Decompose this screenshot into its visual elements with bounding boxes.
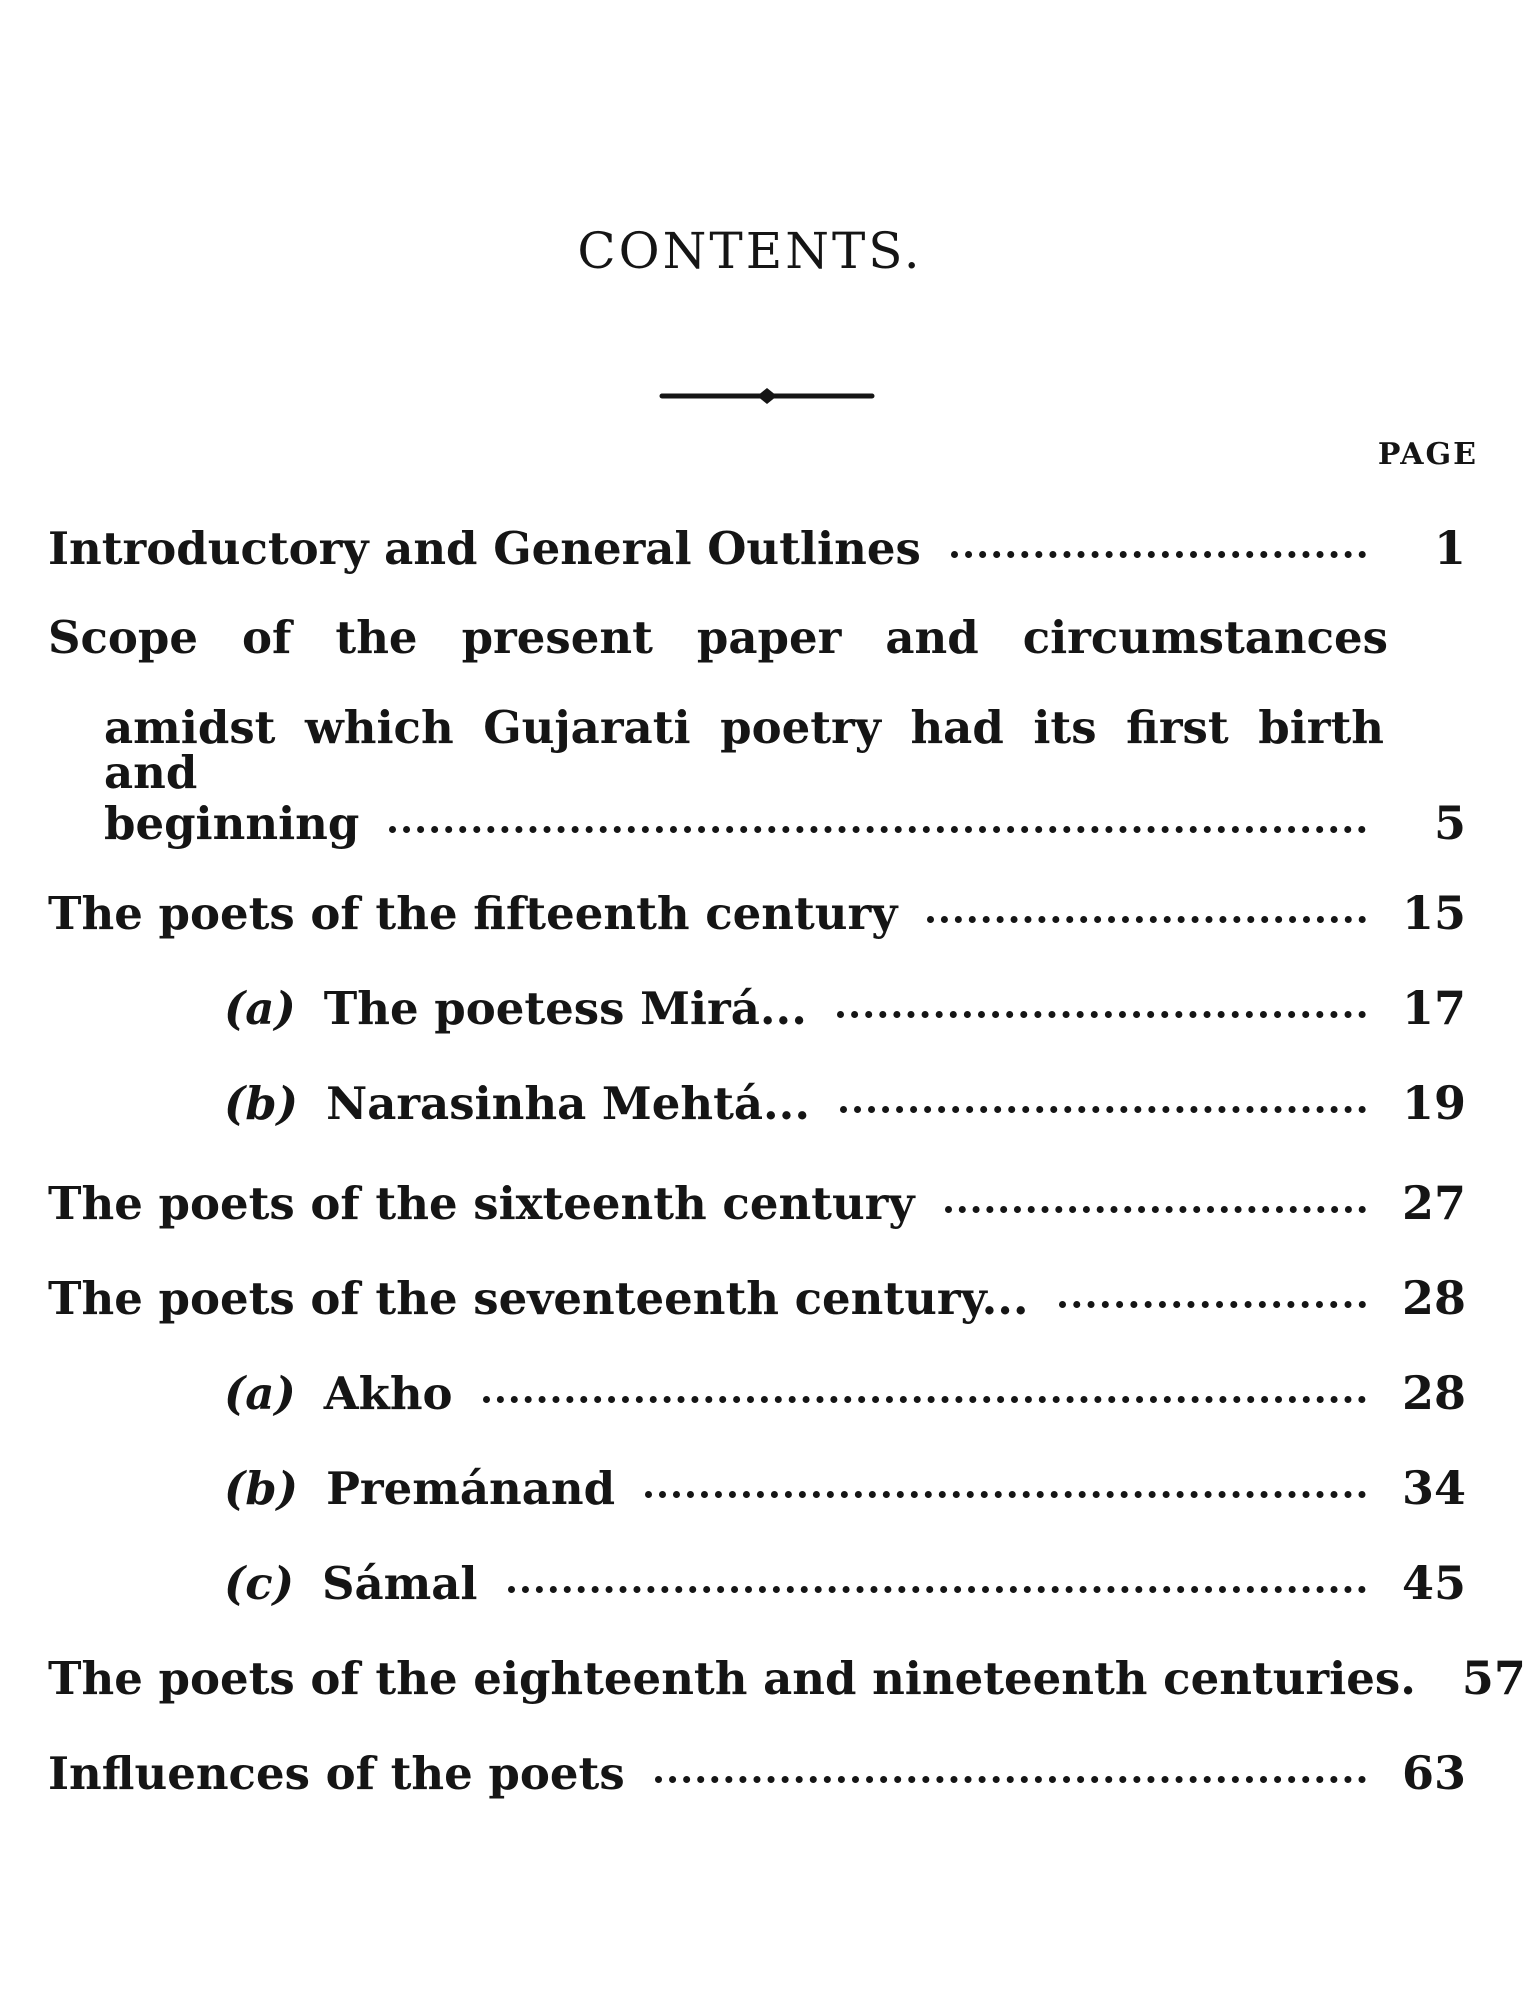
toc-entry	[48, 1651, 1526, 1705]
dot-leader	[840, 1106, 1366, 1113]
dot-leader	[389, 826, 1366, 833]
toc-entry	[48, 1176, 1466, 1230]
dot-leader	[951, 551, 1366, 558]
toc-entry-label: beginning	[104, 797, 360, 850]
dot-leader	[645, 1491, 1366, 1498]
toc-entry-label: Premánand	[326, 1462, 616, 1515]
toc-entry-label: Narasinha Mehtá...	[326, 1077, 811, 1130]
page-column-label: PAGE	[1377, 437, 1478, 472]
toc-entry-continuation	[104, 701, 1466, 799]
dot-leader	[655, 1776, 1366, 1783]
toc-page-number: 1	[1433, 521, 1466, 575]
toc-entry-label: The poets of the fifteenth century	[48, 887, 898, 940]
toc-subentry	[224, 1556, 1466, 1610]
subentry-marker: (b)	[224, 1462, 299, 1515]
toc-page-number: 27	[1401, 1176, 1466, 1230]
toc-entry-label: The poets of the eighteenth and nineteenth centuries.	[48, 1652, 1416, 1705]
toc-entry-label: The poets of the seventeenth century...	[48, 1272, 1029, 1325]
toc-page-number: 17	[1401, 981, 1466, 1035]
toc-page-number: 34	[1401, 1461, 1466, 1515]
toc-page-number: 19	[1401, 1076, 1466, 1130]
toc-entry-line: Scope of the present paper and circumstances	[48, 611, 1388, 664]
dot-leader	[945, 1206, 1366, 1213]
subentry-marker: (a)	[224, 1367, 296, 1420]
dot-leader	[927, 916, 1366, 923]
toc-subentry	[224, 1366, 1466, 1420]
toc-page-number: 28	[1401, 1271, 1466, 1325]
subentry-marker: (c)	[224, 1557, 294, 1610]
toc-subentry	[224, 981, 1466, 1035]
toc-entry	[48, 611, 1466, 664]
dot-leader	[483, 1396, 1366, 1403]
toc-entry-continuation	[104, 796, 1466, 850]
toc-page-number: 15	[1401, 886, 1466, 940]
toc-page-number: 63	[1401, 1746, 1466, 1800]
dot-leader	[837, 1011, 1366, 1018]
toc-entry-label: Akho	[323, 1367, 453, 1420]
toc-entry-label: Introductory and General Outlines	[48, 522, 921, 575]
toc-subentry	[224, 1461, 1466, 1515]
toc-entry-label: The poets of the sixteenth century	[48, 1177, 915, 1230]
page-title: CONTENTS.	[577, 222, 923, 280]
toc-page-number: 28	[1401, 1366, 1466, 1420]
toc-entry-line: amidst which Gujarati poetry had its first birth and	[104, 701, 1384, 799]
toc-entry-label: Influences of the poets	[48, 1747, 625, 1800]
toc-entry	[48, 521, 1466, 575]
toc-entry	[48, 1746, 1466, 1800]
toc-page-number: 45	[1401, 1556, 1466, 1610]
toc-page-number: 57	[1461, 1651, 1526, 1705]
toc-entry	[48, 1271, 1466, 1325]
dot-leader	[508, 1586, 1366, 1593]
toc-entry	[48, 886, 1466, 940]
subentry-marker: (b)	[224, 1077, 299, 1130]
subentry-marker: (a)	[224, 982, 296, 1035]
toc-page-number: 5	[1433, 796, 1466, 850]
toc-subentry	[224, 1076, 1466, 1130]
toc-entry-label: The poetess Mirá...	[323, 982, 807, 1035]
toc-entry-label: Sámal	[321, 1557, 478, 1610]
dot-leader	[1059, 1301, 1366, 1308]
